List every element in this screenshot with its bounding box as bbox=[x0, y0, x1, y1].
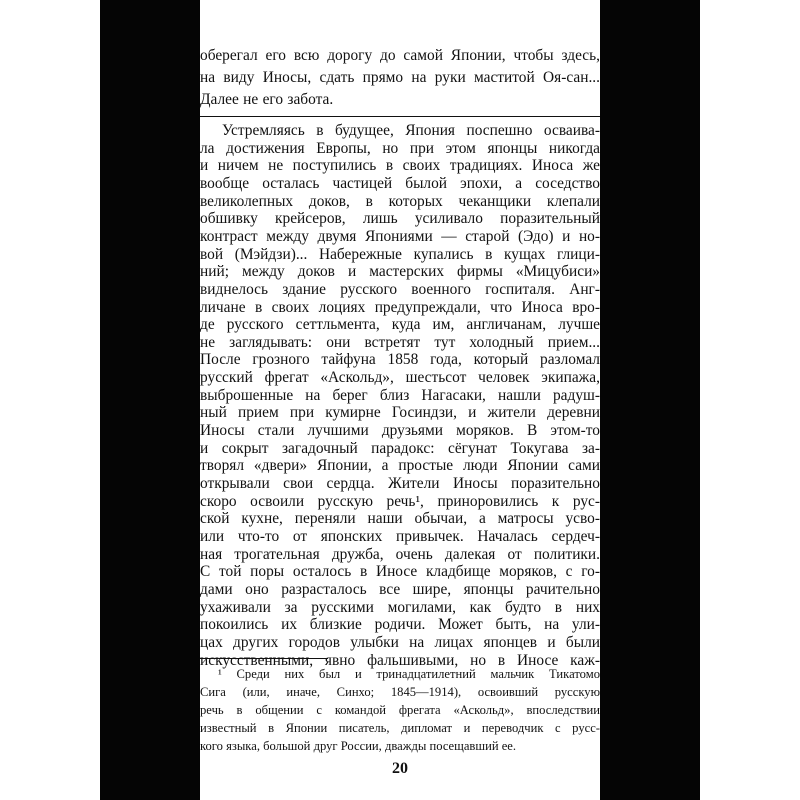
text-line: После грозного тайфуна 1858 года, который разломал bbox=[200, 351, 600, 369]
text-line: Иносы стали лучшими друзьями моряков. В этом-то bbox=[200, 422, 600, 440]
text-line: русский фрегат «Аскольд», шестьсот человек экипажа, bbox=[200, 369, 600, 387]
book-page bbox=[200, 0, 600, 800]
text-line: виднелось здание русского военного госпиталя. Анг- bbox=[200, 280, 600, 298]
page-number: 20 bbox=[392, 760, 408, 777]
text-line: или что-то от японских привычек. Началась сердеч- bbox=[200, 527, 600, 545]
text-line: цах других городов улыбки на лицах японцев и были bbox=[200, 633, 600, 651]
text-line: на виду Иносы, сдать прямо на руки маститой Оя-сан... bbox=[200, 69, 600, 86]
text-line: выброшенные на берег близ Нагасаки, нашли радуш- bbox=[200, 386, 600, 404]
text-line: де русского сеттльмента, куда им, англичанам, лучше bbox=[200, 316, 600, 334]
text-line: обшивку крейсеров, лишь усиливало поразительный bbox=[200, 210, 600, 228]
text-line: и сокрыт загадочный парадокс: сёгунат Токугава за- bbox=[200, 439, 600, 457]
text-line: контраст между двумя Япониями — старой (Эдо) и но- bbox=[200, 227, 600, 245]
text-line: ный прием при кумирне Госиндзи, и жители деревни bbox=[200, 404, 600, 422]
text-line: ухаживали за русскими могилами, как будто в них bbox=[200, 598, 600, 616]
text-line: дами оно разрасталось все шире, японцы рачительно bbox=[200, 580, 600, 598]
text-line: творял «двери» Японии, а простые люди Японии сами bbox=[200, 457, 600, 475]
text-line: вообще осталась частицей былой эпохи, а соседство bbox=[200, 174, 600, 192]
footnote-line: речь в общении с командой фрегата «Аскольд», впоследствии bbox=[200, 703, 600, 717]
left-black-border bbox=[100, 0, 200, 800]
text-line: великолепных доков, в которых чеканщики клепали bbox=[200, 192, 600, 210]
right-black-border bbox=[600, 0, 700, 800]
text-line: открывали свои сердца. Жители Иносы поразительно bbox=[200, 475, 600, 492]
footnote-line: Сига (или, иначе, Синхо; 1845—1914), освоивший русскую bbox=[200, 685, 600, 699]
text-line: искусственными, явно фальшивыми, но в Иносе каж- bbox=[200, 651, 600, 669]
text-line: и ничем не поступились в своих традициях. Иноса же bbox=[200, 157, 600, 175]
text-line: ской кухне, переняли наши обычаи, а матросы усво- bbox=[200, 510, 600, 528]
text-line: С той поры осталось в Иносе кладбище моряков, с го- bbox=[200, 563, 600, 581]
text-line: не заглядывать: они встретят тут холодный прием... bbox=[200, 333, 600, 351]
text-line: ний; между доков и мастерских фирмы «Мицубиси» bbox=[200, 263, 600, 281]
footnote-line: кого языка, большой друг России, дважды посещавший ее. bbox=[200, 739, 517, 753]
footnote-divider bbox=[200, 658, 328, 659]
text-line: ла достижения Европы, но при этом японцы никогда bbox=[200, 139, 600, 157]
footnote-line: известный в Японии писатель, дипломат и переводчик с русс- bbox=[200, 721, 600, 735]
text-line: Устремляясь в будущее, Япония поспешно осваива- bbox=[222, 122, 600, 139]
section-divider bbox=[200, 116, 600, 117]
text-line: Далее не его забота. bbox=[200, 91, 334, 108]
text-line: скоро освоили русскую речь¹, приноровились к рус- bbox=[200, 492, 600, 510]
text-line: вой (Мэйдзи)... Набережные купались в кущах глици- bbox=[200, 245, 600, 263]
text-line: оберегал его всю дорогу до самой Японии, чтобы здесь, bbox=[200, 47, 600, 64]
footnote-line: ¹ Среди них был и тринадцатилетний мальчик Тикатомо bbox=[218, 667, 600, 681]
text-line: покоились их близкие родичи. Может быть, на ули- bbox=[200, 616, 600, 634]
text-line: личане в своих лоциях предупреждали, что Иноса вро- bbox=[200, 298, 600, 316]
text-line: ная трогательная дружба, очень далекая от политики. bbox=[200, 545, 600, 563]
